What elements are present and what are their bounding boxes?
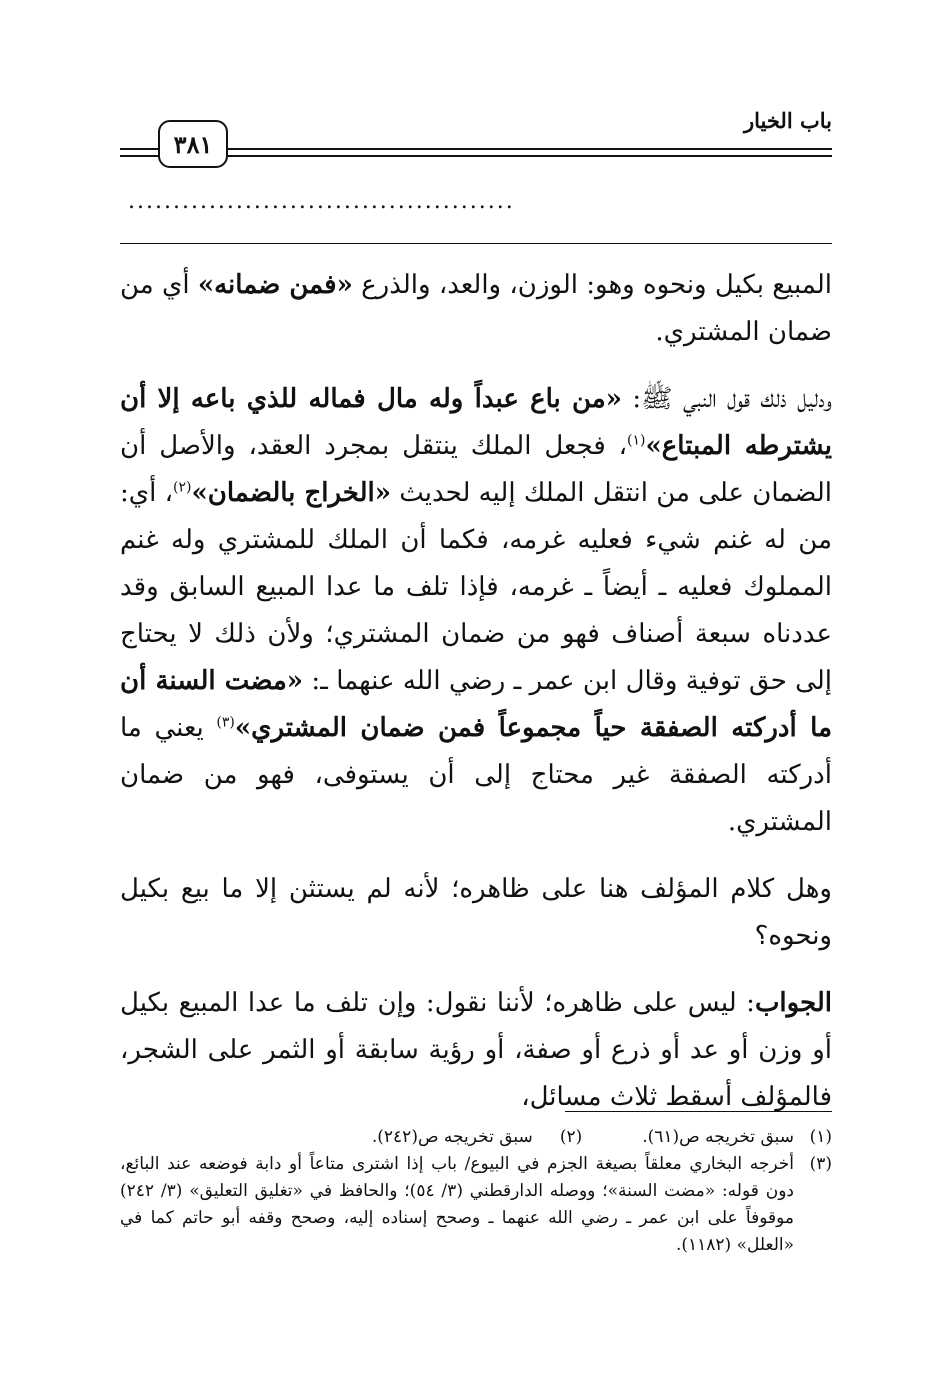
footnote-number: (١) bbox=[809, 1127, 832, 1147]
paragraph-2 bbox=[120, 376, 832, 846]
bold-span: «مضت السنة أن ما أدركته الصفقة حياً مجموعاً فمن ضمان المشتري» bbox=[120, 666, 832, 743]
footnote-row-3 bbox=[120, 1151, 832, 1259]
footnote-ref-3: (٣) bbox=[216, 714, 235, 731]
text-span: أي من ضمان المشتري. bbox=[120, 270, 832, 347]
footnotes bbox=[120, 1124, 832, 1259]
page-number: ٣٨١ bbox=[173, 129, 213, 159]
footnote-ref-2: (٢) bbox=[173, 479, 192, 496]
text-span: : ليس على ظاهره؛ لأننا نقول: وإن تلف ما عدا المبيع بكيل أو وزن أو عد أو ذرع أو صفة، أو رؤية سابقة أو الثمر على الشجر، فالمؤلف أسقط ثلاث مسائل، bbox=[120, 988, 832, 1112]
paragraph-3 bbox=[120, 866, 832, 960]
chapter-title: باب الخيار bbox=[744, 108, 832, 133]
footnote-rule bbox=[565, 1111, 832, 1112]
paragraph-4 bbox=[120, 980, 832, 1121]
footnote-1: سبق تخريجه ص(٦١). bbox=[642, 1127, 794, 1147]
bold-span: «الخراج بالضمان» bbox=[191, 478, 391, 508]
text-span: ، فجعل الملك ينتقل بمجرد العقد، والأصل أن الضمان على من انتقل الملك إليه لحديث bbox=[120, 431, 832, 508]
paragraph-1 bbox=[120, 262, 832, 356]
footnote-2: سبق تخريجه ص(٢٤٢). bbox=[371, 1127, 533, 1147]
text-span: المبيع بكيل ونحوه وهو: الوزن، والعد، والذرع bbox=[352, 270, 832, 300]
footnote-number: (٣) bbox=[809, 1154, 832, 1174]
footnote-3: أخرجه البخاري معلقاً بصيغة الجزم في البيوع/ باب إذا اشترى متاعاً أو دابة فوضعه عند البائع، دون قوله: «مضت السنة»؛ ووصله الدارقطني (٣/ ٥٤)؛ والحافظ في «تغليق التعليق» (٣/ ٢٤٢) موقوفاً على ابن عمر ـ رضي الله عنهما ـ وصحح إسناده إليه، وصحح وقفه أبو حاتم كما في «العلل» (١١٨٢). bbox=[120, 1154, 794, 1255]
footnote-ref-1: (١) bbox=[627, 432, 646, 449]
text-span: يعني ما أدركته الصفقة غير محتاج إلى أن يستوفى، فهو من ضمان المشتري. bbox=[120, 713, 832, 837]
footnote-number: (٢) bbox=[559, 1127, 583, 1147]
footnote-row-1-2 bbox=[120, 1124, 832, 1151]
main-text bbox=[120, 262, 832, 1141]
footnote-text bbox=[120, 1124, 794, 1151]
text-span: وهل كلام المؤلف هنا على ظاهره؛ لأنه لم يستثن إلا ما بيع بكيل ونحوه؟ bbox=[120, 874, 832, 951]
text-span: ودليل ذلك قول النبي ﷺ: bbox=[621, 384, 832, 414]
text-span: ، أي: من له غنم شيء فعليه غرمه، فكما أن الملك للمشتري وله غنم المملوك فعليه ـ أيضاً ـ غرمه، فإذا تلف ما عدا المبيع السابق وقد عددناه سبعة أصناف فهو من ضمان المشتري؛ ولأن ذلك لا يحتاج إلى حق توفية وقال ابن عمر ـ رضي الله عنهما ـ: bbox=[120, 478, 833, 696]
bold-span: الجواب bbox=[754, 988, 832, 1018]
page-number-badge bbox=[158, 120, 228, 168]
bold-span: «من باع عبداً وله مال فماله للذي باعه إلا أن يشترطه المبتاع» bbox=[120, 384, 832, 461]
bold-span: «فمن ضمانه» bbox=[197, 270, 353, 300]
dotted-separator: ........................................... bbox=[128, 192, 515, 212]
section-rule bbox=[120, 243, 832, 244]
